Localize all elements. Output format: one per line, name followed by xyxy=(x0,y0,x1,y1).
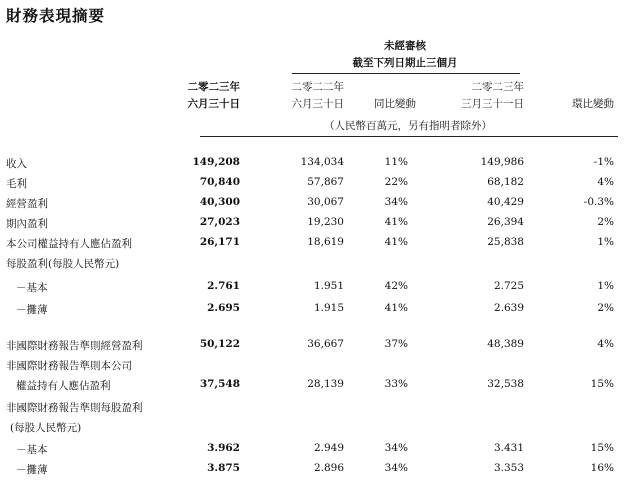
yoy-change: 34% xyxy=(384,442,408,454)
value-2022-jun: 2.949 xyxy=(313,442,344,454)
table-row xyxy=(0,338,640,352)
value-2023-mar: 32,538 xyxy=(487,378,524,390)
qoq-change: 2% xyxy=(597,302,614,314)
value-2023-jun: 3.875 xyxy=(207,462,240,474)
value-2023-jun: 2.761 xyxy=(207,280,240,292)
qoq-change: 2% xyxy=(597,216,614,228)
qoq-change: 4% xyxy=(597,176,614,188)
value-2023-jun: 40,300 xyxy=(199,196,240,208)
value-2023-jun: 37,548 xyxy=(199,378,240,390)
period-underline xyxy=(292,73,520,74)
row-label: 本公司權益持有人應佔盈利 xyxy=(6,238,132,250)
value-2023-jun: 26,171 xyxy=(199,236,240,248)
value-2023-mar: 3.431 xyxy=(493,442,524,454)
qoq-change: -1% xyxy=(593,156,614,168)
table-row xyxy=(0,358,640,372)
table-row xyxy=(0,196,640,210)
yoy-change: 34% xyxy=(384,196,408,208)
yoy-change: 34% xyxy=(384,462,408,474)
col3-header: 同比變動 xyxy=(374,98,416,110)
value-2023-mar: 25,838 xyxy=(487,236,524,248)
col1-header-line1: 二零二三年 xyxy=(187,81,240,93)
yoy-change: 42% xyxy=(384,280,408,292)
value-2022-jun: 57,867 xyxy=(307,176,344,188)
table-row xyxy=(0,176,640,190)
header-bottom-rule xyxy=(200,136,618,137)
value-2023-jun: 2.695 xyxy=(207,302,240,314)
col5-header: 環比變動 xyxy=(572,98,614,110)
value-2022-jun: 18,619 xyxy=(307,236,344,248)
table-row xyxy=(0,442,640,456)
table-row xyxy=(0,420,640,434)
value-2023-jun: 70,840 xyxy=(199,176,240,188)
value-2023-jun: 27,023 xyxy=(199,216,240,228)
qoq-change: -0.3% xyxy=(583,196,614,208)
row-label: 非國際財務報告準則本公司 xyxy=(6,360,132,372)
table-row xyxy=(0,236,640,250)
value-2022-jun: 28,139 xyxy=(307,378,344,390)
value-2023-jun: 50,122 xyxy=(199,338,240,350)
value-2023-mar: 40,429 xyxy=(487,196,524,208)
value-2022-jun: 30,067 xyxy=(307,196,344,208)
yoy-change: 37% xyxy=(384,338,408,350)
yoy-change: 22% xyxy=(384,176,408,188)
col2-header-line1: 二零二二年 xyxy=(291,81,344,93)
row-label: (每股人民幣元) xyxy=(10,422,82,434)
value-2022-jun: 36,667 xyxy=(307,338,344,350)
table-row xyxy=(0,400,640,414)
row-label: －攤薄 xyxy=(16,304,48,316)
table-row xyxy=(0,302,640,316)
value-2022-jun: 1.951 xyxy=(313,280,344,292)
yoy-change: 41% xyxy=(384,302,408,314)
value-2022-jun: 19,230 xyxy=(307,216,344,228)
value-2023-mar: 26,394 xyxy=(487,216,524,228)
value-2022-jun: 2.896 xyxy=(313,462,344,474)
qoq-change: 15% xyxy=(590,442,614,454)
row-label: 每股盈利(每股人民幣元) xyxy=(6,258,120,270)
row-label: －基本 xyxy=(16,282,48,294)
qoq-change: 1% xyxy=(597,236,614,248)
row-label: 毛利 xyxy=(6,178,27,190)
row-label: －基本 xyxy=(16,444,48,456)
yoy-change: 41% xyxy=(384,216,408,228)
value-2023-mar: 48,389 xyxy=(487,338,524,350)
table-row xyxy=(0,256,640,270)
qoq-change: 4% xyxy=(597,338,614,350)
yoy-change: 11% xyxy=(384,156,408,168)
value-2022-jun: 1.915 xyxy=(313,302,344,314)
period-label: 截至下列日期止三個月 xyxy=(352,57,458,69)
col2-header-line2: 六月三十日 xyxy=(291,98,344,110)
table-row xyxy=(0,156,640,170)
row-label: 期內盈利 xyxy=(6,218,48,230)
col4-header-line2: 三月三十一日 xyxy=(461,98,524,110)
value-2023-mar: 2.725 xyxy=(493,280,524,292)
value-2023-mar: 3.353 xyxy=(493,462,524,474)
table-row xyxy=(0,216,640,230)
unit-note: （人民幣百萬元，另有指明者除外） xyxy=(324,120,492,132)
table-row xyxy=(0,462,640,476)
value-2023-jun: 149,208 xyxy=(192,156,240,168)
table-row xyxy=(0,378,640,392)
value-2023-mar: 68,182 xyxy=(487,176,524,188)
value-2023-mar: 2.639 xyxy=(493,302,524,314)
value-2023-mar: 149,986 xyxy=(480,156,524,168)
table-row xyxy=(0,280,640,294)
row-label: 權益持有人應佔盈利 xyxy=(16,380,111,392)
qoq-change: 15% xyxy=(590,378,614,390)
row-label: 非國際財務報告準則經營盈利 xyxy=(6,340,143,352)
col4-header-line1: 二零二三年 xyxy=(471,81,524,93)
value-2022-jun: 134,034 xyxy=(300,156,344,168)
row-label: 經營盈利 xyxy=(6,198,48,210)
row-label: 收入 xyxy=(6,158,27,170)
page-title: 財務表現摘要 xyxy=(6,7,106,25)
col1-header-line2: 六月三十日 xyxy=(187,98,240,110)
qoq-change: 16% xyxy=(590,462,614,474)
yoy-change: 33% xyxy=(384,378,408,390)
value-2023-jun: 3.962 xyxy=(207,442,240,454)
row-label: －攤薄 xyxy=(16,464,48,476)
row-label: 非國際財務報告準則每股盈利 xyxy=(6,402,143,414)
qoq-change: 1% xyxy=(597,280,614,292)
yoy-change: 41% xyxy=(384,236,408,248)
unaudited-label: 未經審核 xyxy=(384,40,426,52)
